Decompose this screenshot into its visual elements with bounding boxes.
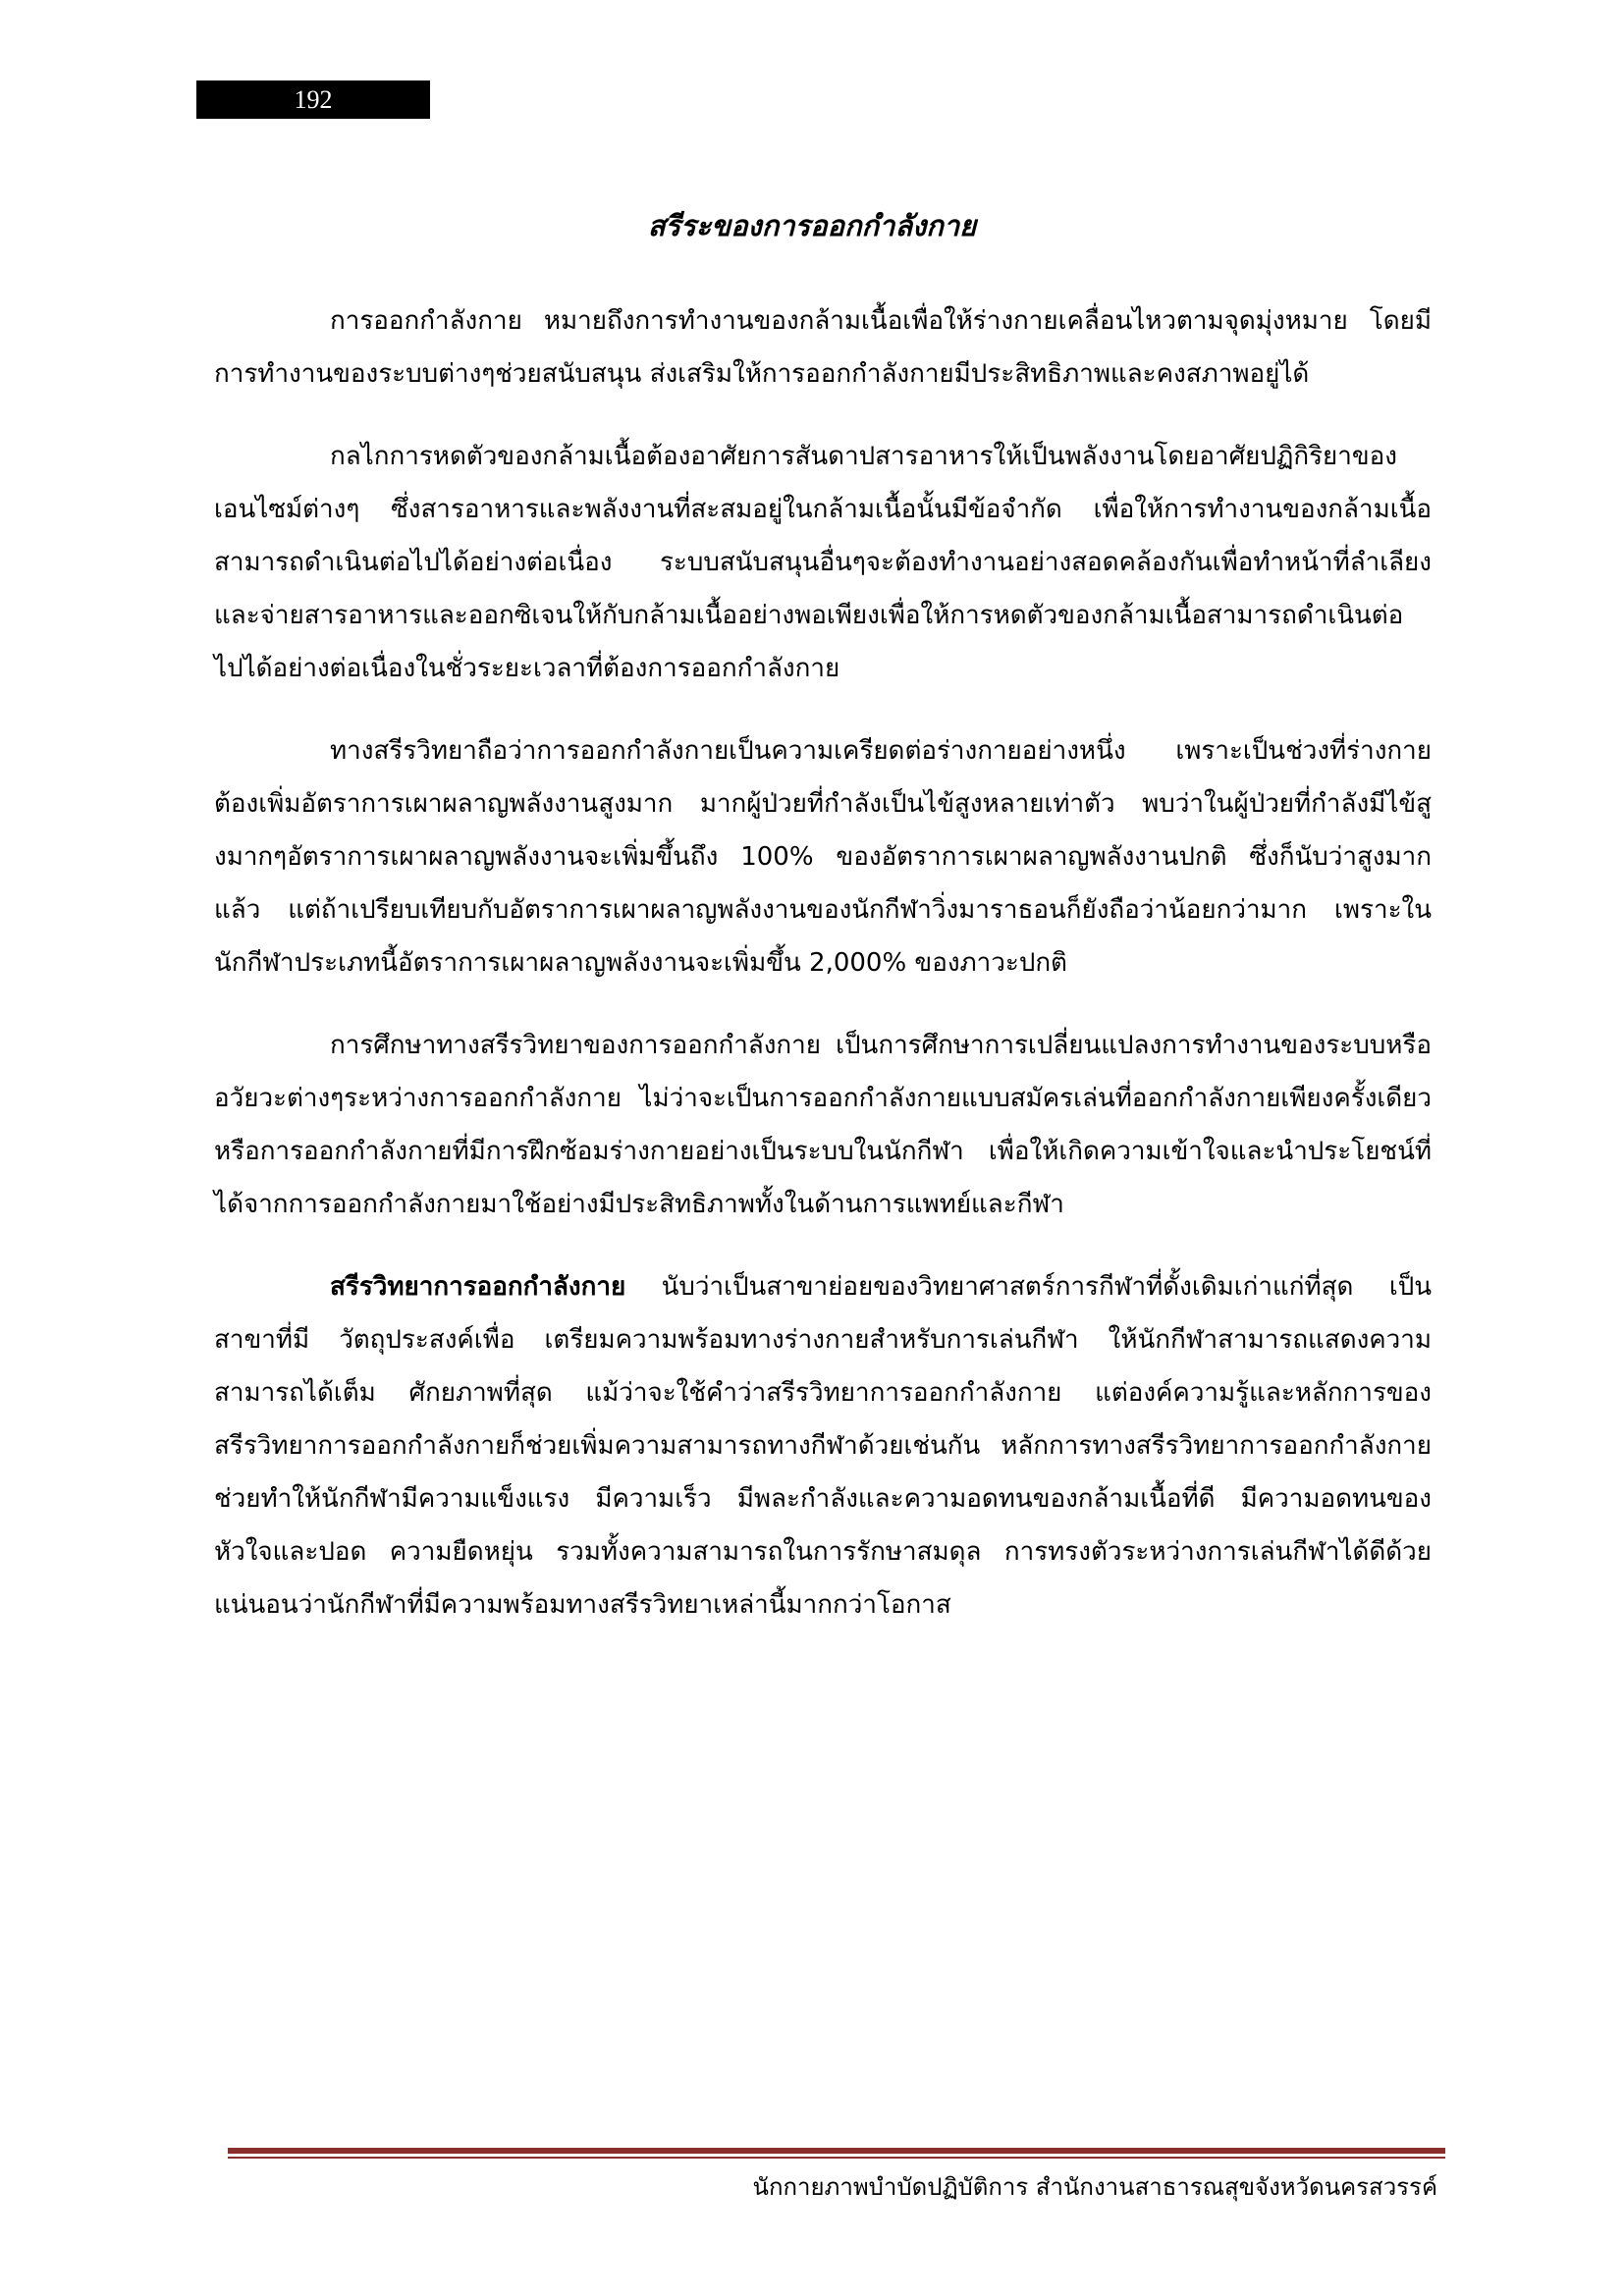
footer-divider bbox=[228, 2148, 1445, 2154]
footer-divider-thin bbox=[228, 2157, 1445, 2159]
paragraph: ทางสรีรวิทยาถือว่าการออกกำลังกายเป็นความเครียดต่อร่างกายอย่างหนึ่ง เพราะเป็นช่วงที่ร่างกายต้องเพิ่มอัตราการเผาผลาญพลังงานสูงมาก มากผู้ป่วยที่กำลังเป็นไข้สูงหลายเท่าตัว พบว่าในผู้ป่วยที่กำลังมีไข้สูงมากๆอัตราการเผาผลาญพลังงานจะเพิ่มขึ้นถึง 100% ของอัตราการเผาผลาญพลังงานปกติ ซึ่งก็นับว่าสูงมากแล้ว แต่ถ้าเปรียบเทียบกับอัตราการเผาผลาญพลังงานของนักกีฬาวิ่งมาราธอนก็ยังถือว่าน้อยกว่ามาก เพราะในนักกีฬาประเภทนี้อัตราการเผาผลาญพลังงานจะเพิ่มขึ้น 2,000% ของภาวะปกติ bbox=[214, 736, 1432, 978]
paragraph: กลไกการหดตัวของกล้ามเนื้อต้องอาศัยการสันดาปสารอาหารให้เป็นพลังงานโดยอาศัยปฏิกิริยาของเอนไซม์ต่างๆ ซึ่งสารอาหารและพลังงานที่สะสมอยู่ในกล้ามเนื้อนั้นมีข้อจำกัด เพื่อให้การทำงานของกล้ามเนื้อสามารถดำเนินต่อไปได้อย่างต่อเนื่อง ระบบสนับสนุนอื่นๆจะต้องทำงานอย่างสอดคล้องกันเพื่อทำหน้าที่ลำเลียงและจ่ายสารอาหารและออกซิเจนให้กับกล้ามเนื้ออย่างพอเพียงเพื่อให้การหดตัวของกล้ามเนื้อสามารถดำเนินต่อไปได้อย่างต่อเนื่องในชั่วระยะเวลาที่ต้องการออกกำลังกาย bbox=[214, 442, 1432, 683]
page-number: 192 bbox=[196, 80, 430, 119]
paragraph bbox=[214, 1260, 1432, 1631]
paragraph-text: นับว่าเป็นสาขาย่อยของวิทยาศาสตร์การกีฬาที่ดั้งเดิมเก่าแก่ที่สุด เป็นสาขาที่มี วัตถุประสงค์เพื่อ เตรียมความพร้อมทางร่างกายสำหรับการเล่นกีฬา ให้นักกีฬาสามารถแสดงความสามารถได้เต็ม ศักยภาพที่สุด แม้ว่าจะใช้คำว่าสรีรวิทยาการออกกำลังกาย แต่องค์ความรู้และหลักการของสรีรวิทยาการออกกำลังกายก็ช่วยเพิ่มความสามารถทางกีฬาด้วยเช่นกัน หลักการทางสรีรวิทยาการออกกำลังกายช่วยทำให้นักกีฬามีความแข็งแรง มีความเร็ว มีพละกำลังและความอดทนของกล้ามเนื้อที่ดี มีความอดทนของหัวใจและปอด ความยืดหยุ่น รวมทั้งความสามารถในการรักษาสมดุล การทรงตัวระหว่างการเล่นกีฬาได้ดีด้วย แน่นอนว่านักกีฬาที่มีความพร้อมทางสรีรวิทยาเหล่านี้มากกว่าโอกาส bbox=[214, 1272, 1432, 1620]
section-title: สรีระของการออกกำลังกาย bbox=[647, 209, 977, 242]
paragraph-bold-lead: สรีรวิทยาการออกกำลังกาย bbox=[330, 1272, 626, 1302]
document-body bbox=[214, 294, 1432, 1661]
paragraph: การออกกำลังกาย หมายถึงการทำงานของกล้ามเนื้อเพื่อให้ร่างกายเคลื่อนไหวตามจุดมุ่งหมาย โดยมีการทำงานของระบบต่างๆช่วยสนับสนุน ส่งเสริมให้การออกกำลังกายมีประสิทธิภาพและคงสภาพอยู่ได้ bbox=[214, 306, 1432, 389]
footer-text: นักกายภาพบำบัดปฏิบัติการ สำนักงานสาธารณสุขจังหวัดนครสวรรค์ bbox=[752, 2173, 1437, 2201]
paragraph: การศึกษาทางสรีรวิทยาของการออกกำลังกาย เป็นการศึกษาการเปลี่ยนแปลงการทำงานของระบบหรืออวัยวะต่างๆระหว่างการออกกำลังกาย ไม่ว่าจะเป็นการออกกำลังกายแบบสมัครเล่นที่ออกกำลังกายเพียงครั้งเดียว หรือการออกกำลังกายที่มีการฝึกซ้อมร่างกายอย่างเป็นระบบในนักกีฬา เพื่อให้เกิดความเข้าใจและนำประโยชน์ที่ได้จากการออกกำลังกายมาใช้อย่างมีประสิทธิภาพทั้งในด้านการแพทย์และกีฬา bbox=[214, 1031, 1432, 1219]
